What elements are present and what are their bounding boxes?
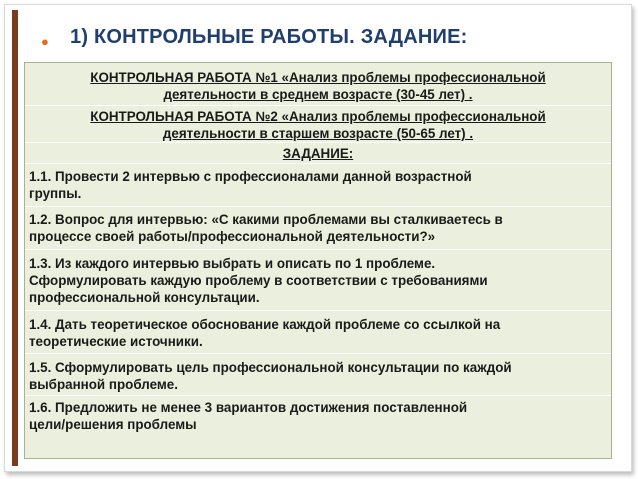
- task-line: 1.3. Из каждого интервью выбрать и описать по 1 проблеме.: [29, 256, 436, 271]
- content-box: [24, 62, 612, 459]
- task-line: 1.4. Дать теоретическое обоснование каждой проблеме со ссылкой на: [29, 317, 501, 332]
- work-2-title-line1: КОНТРОЛЬНАЯ РАБОТА №2 «Анализ проблемы профессиональной: [90, 109, 546, 124]
- task-line: теоретические источники.: [29, 334, 203, 349]
- task-item: [25, 311, 611, 354]
- work-1-title-line1: КОНТРОЛЬНАЯ РАБОТА №1 «Анализ проблемы профессиональной: [90, 70, 546, 85]
- work-1-title: [25, 63, 611, 106]
- task-item: [25, 207, 611, 250]
- task-line: профессиональной консультации.: [29, 290, 260, 305]
- left-accent-bar: [12, 10, 18, 466]
- task-header-label: ЗАДАНИЕ:: [282, 146, 354, 161]
- task-item: [25, 396, 611, 434]
- work-2-title: [25, 106, 611, 143]
- task-line: выбранной проблеме.: [29, 377, 178, 392]
- task-line: 1.6. Предложить не менее 3 вариантов достижения поставленной: [29, 400, 468, 415]
- task-header: [25, 143, 611, 164]
- task-line: Сформулировать каждую проблему в соответствии с требованиями: [29, 273, 488, 288]
- slide-title: 1) КОНТРОЛЬНЫЕ РАБОТЫ. ЗАДАНИЕ:: [70, 26, 468, 48]
- task-line: 1.5. Сформулировать цель профессиональной консультации по каждой: [29, 360, 512, 375]
- work-2-title-line2: деятельности в старшем возрасте (50-65 лет) .: [162, 126, 474, 141]
- task-item: [25, 164, 611, 207]
- work-1-title-line2: деятельности в среднем возрасте (30-45 лет) .: [163, 87, 473, 102]
- task-line: 1.1. Провести 2 интервью с профессионалами данной возрастной: [29, 169, 472, 184]
- task-line: цели/решения проблемы: [29, 417, 197, 432]
- task-line: процессе своей работы/профессиональной деятельности?»: [29, 229, 436, 244]
- task-line: группы.: [29, 186, 82, 201]
- circle-bullet-icon: ●: [41, 34, 49, 49]
- task-line: 1.2. Вопрос для интервью: «С какими проблемами вы сталкиваетесь в: [29, 212, 503, 227]
- task-item: [25, 354, 611, 396]
- task-item: [25, 250, 611, 311]
